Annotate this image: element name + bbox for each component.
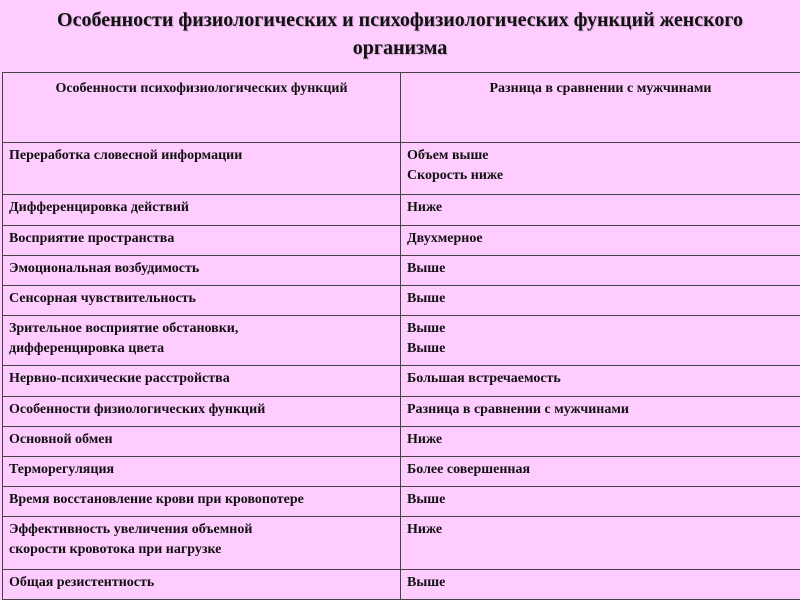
table-cell-feature: Восприятие пространства <box>3 225 401 255</box>
slide-title: Особенности физиологических и психофизиологических функций женского организма <box>57 9 743 59</box>
table-cell-difference: Более совершенная <box>401 456 800 486</box>
table-row <box>3 316 800 366</box>
table-cell-difference: Выше <box>401 255 800 285</box>
table-row <box>3 143 800 195</box>
table-row <box>3 366 800 396</box>
table-cell-difference: Ниже <box>401 426 800 456</box>
table-row <box>3 195 800 225</box>
table-cell-feature: Нервно-психические расстройства <box>3 366 401 396</box>
table-cell-feature: Терморегуляция <box>3 456 401 486</box>
table-cell-difference: Разница в сравнении с мужчинами <box>401 396 800 426</box>
table-cell-difference: Ниже <box>401 195 800 225</box>
table-row <box>3 255 800 285</box>
table-cell-difference: Выше Выше <box>401 316 800 366</box>
table-cell-difference: Двухмерное <box>401 225 800 255</box>
table-cell-feature: Общая резистентность <box>3 569 401 599</box>
header-difference: Разница в сравнении с мужчинами <box>401 73 800 143</box>
table-cell-difference: Ниже <box>401 517 800 569</box>
table-cell-difference: Большая встречаемость <box>401 366 800 396</box>
header-functions: Особенности психофизиологических функций <box>3 73 401 143</box>
table-cell-feature: Время восстановление крови при кровопотере <box>3 487 401 517</box>
table-row <box>3 426 800 456</box>
table-cell-difference: Выше <box>401 285 800 315</box>
table-row <box>3 456 800 486</box>
table-row <box>3 396 800 426</box>
table-row <box>3 285 800 315</box>
table-cell-feature: Эффективность увеличения объемной скорости кровотока при нагрузке <box>3 517 401 569</box>
table-cell-feature: Зрительное восприятие обстановки, дифференцировка цвета <box>3 316 401 366</box>
table-cell-difference: Объем выше Скорость ниже <box>401 143 800 195</box>
table-cell-feature: Эмоциональная возбудимость <box>3 255 401 285</box>
table-cell-feature: Сенсорная чувствительность <box>3 285 401 315</box>
table-cell-difference: Выше <box>401 487 800 517</box>
table-row <box>3 569 800 599</box>
table-cell-feature: Особенности физиологических функций <box>3 396 401 426</box>
table-row <box>3 517 800 569</box>
comparison-table <box>2 72 800 600</box>
table-header-row <box>3 73 800 143</box>
table-row <box>3 487 800 517</box>
table-row <box>3 225 800 255</box>
table-cell-feature: Дифференцировка действий <box>3 195 401 225</box>
table-cell-feature: Основной обмен <box>3 426 401 456</box>
table-cell-difference: Выше <box>401 569 800 599</box>
table-cell-feature: Переработка словесной информации <box>3 143 401 195</box>
